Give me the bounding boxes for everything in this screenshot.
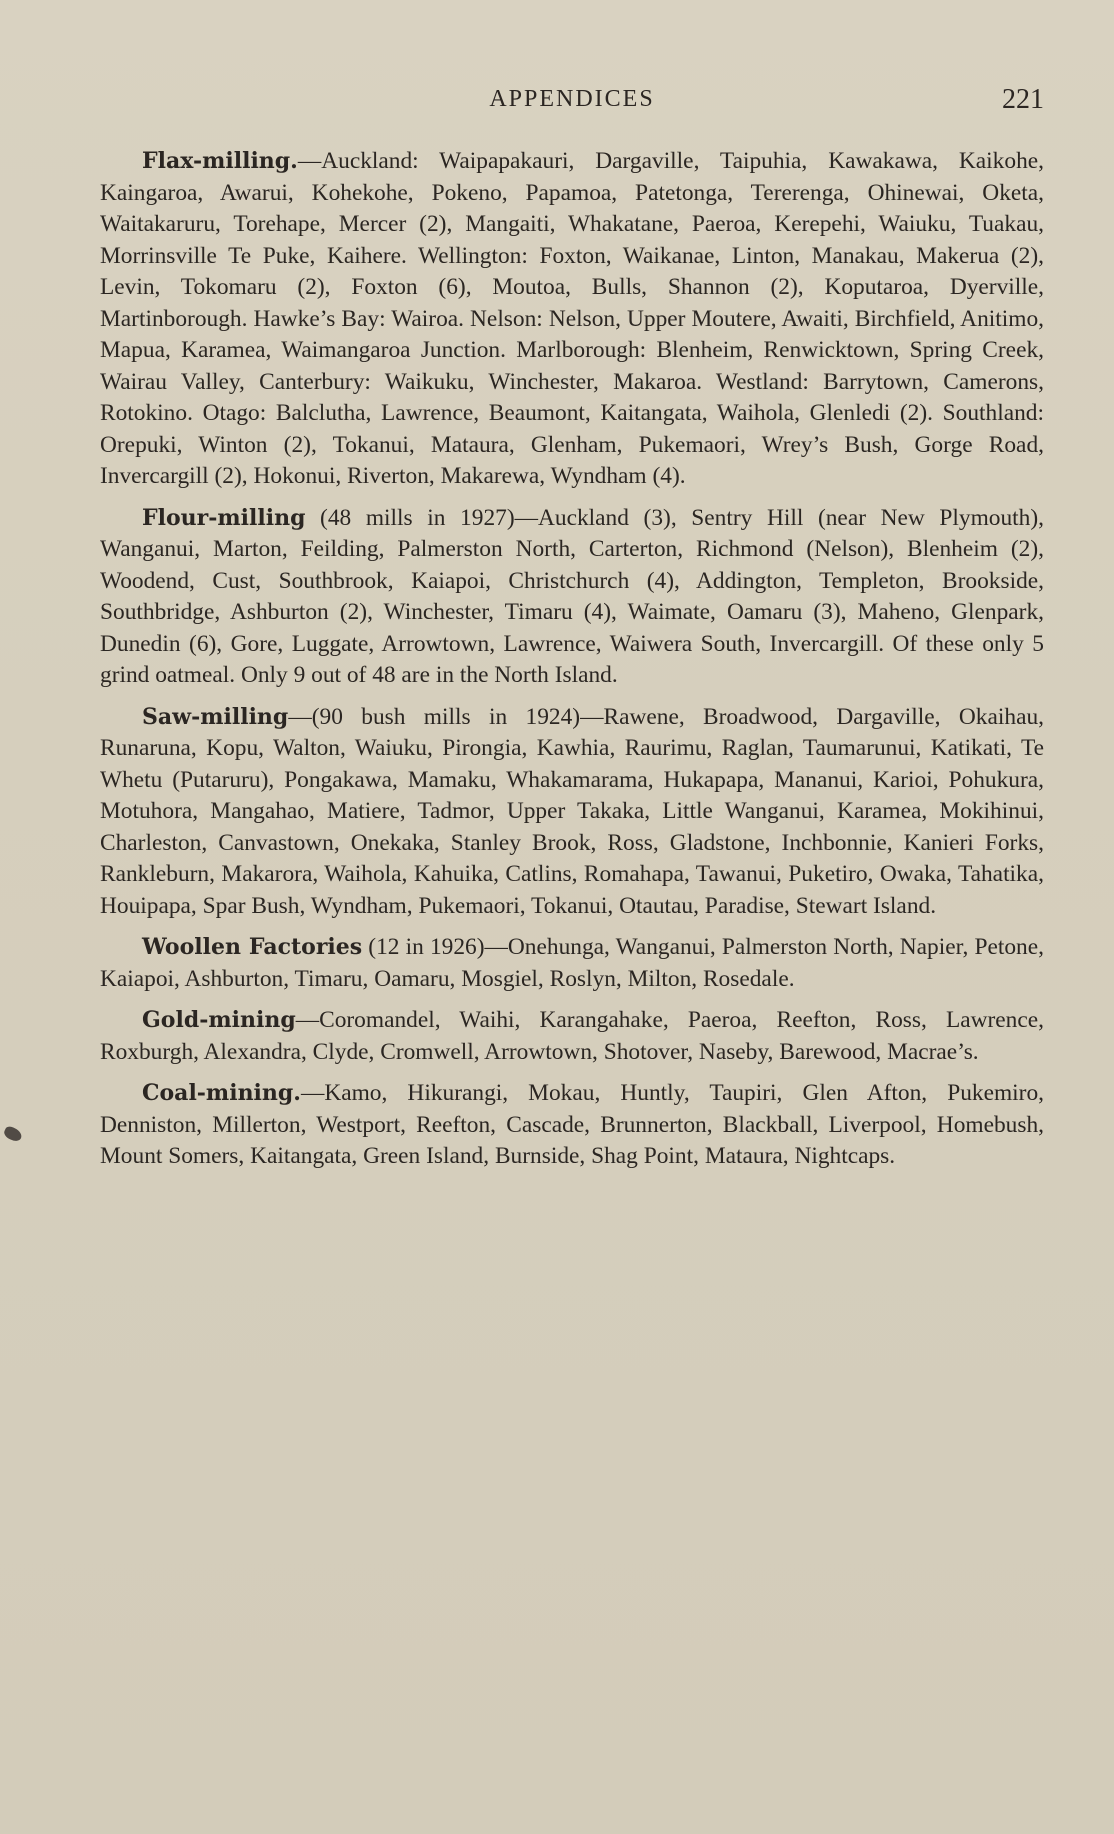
- paragraph-flour-milling: [100, 503, 1044, 692]
- paragraph-heading: Coal-mining.: [142, 1080, 301, 1106]
- paragraph-heading: Saw-milling: [142, 703, 289, 730]
- paragraph-heading: Flour-milling: [142, 504, 306, 531]
- paragraph-text: —Auckland: Waipapakauri, Dargaville, Taipuhia, Kawakawa, Kaikohe, Kaingaroa, Awarui, Kohekohe, Pokeno, Papamoa, Patetonga, Tererenga, Ohinewai, Oketa, Waitakaruru, Torehape, Mercer (2), Mangaiti, Whakatane, Paeroa, Kerepehi, Waiuku, Tuakau, Morrinsville Te Puke, Kaihere. Wellington: Foxton, Waikanae, Linton, Manakau, Makerua (2), Levin, Tokomaru (2), Foxton (6), Moutoa, Bulls, Shannon (2), Koputaroa, Dyerville, Martinborough. Hawke’s Bay: Wairoa. Nelson: Nelson, Upper Moutere, Awaiti, Birchfield, Anitimo, Mapua, Karamea, Waimangaroa Junction. Marlborough: Blenheim, Renwicktown, Spring Creek, Wairau Valley, Canterbury: Waikuku, Winchester, Makaroa. Westland: Barrytown, Camerons, Rotokino. Otago: Balclutha, Lawrence, Beaumont, Kaitangata, Waihola, Glenledi (2). Southland: Orepuki, Winton (2), Tokanui, Mataura, Glenham, Pukemaori, Wrey’s Bush, Gorge Road, Invercargill (2), Hokonui, Riverton, Makarewa, Wyndham (4).: [100, 148, 1044, 489]
- paragraph-saw-milling: [100, 702, 1044, 923]
- paragraph-heading: Gold-mining: [142, 1007, 296, 1033]
- ink-speck: [2, 1125, 23, 1143]
- paragraph-heading: Flax-milling.: [142, 148, 298, 174]
- paragraph-text: (48 mills in 1927)—Auckland (3), Sentry Hill (near New Plymouth), Wanganui, Marton, Feilding, Palmerston North, Carterton, Richmond (Nelson), Blenheim (2), Woodend, Cust, Southbrook, Kaiapoi, Christchurch (4), Addington, Templeton, Brookside, Southbridge, Ashburton (2), Winchester, Timaru (4), Waimate, Oamaru (3), Maheno, Glenpark, Dunedin (6), Gore, Luggate, Arrowtown, Lawrence, Waiwera South, Invercargill. Of these only 5 grind oatmeal. Only 9 out of 48 are in the North Island.: [100, 504, 1044, 688]
- paragraph-coal-mining: [100, 1078, 1044, 1173]
- page-title: APPENDICES: [489, 86, 655, 112]
- paragraph-gold-mining: [100, 1005, 1044, 1068]
- page-body: [100, 146, 1044, 1183]
- running-head: [100, 86, 1044, 122]
- paragraph-text: (12 in 1926)—Onehunga, Wanganui, Palmerston North, Napier, Petone, Kaiapoi, Ashburton, Timaru, Oamaru, Mosgiel, Roslyn, Milton, Rosedale.: [100, 934, 1044, 992]
- paragraph-text: —(90 bush mills in 1924)—Rawene, Broadwood, Dargaville, Okaihau, Runaruna, Kopu, Walton, Waiuku, Pirongia, Kawhia, Raurimu, Raglan, Taumarunui, Katikati, Te Whetu (Putaruru), Pongakawa, Mamaku, Whakamarama, Hukapapa, Mananui, Karioi, Pohukura, Motuhora, Mangahao, Matiere, Tadmor, Upper Takaka, Little Wanganui, Karamea, Mokihinui, Charleston, Canvastown, Onekaka, Stanley Brook, Ross, Gladstone, Inchbonnie, Kanieri Forks, Rankleburn, Makarora, Waihola, Kahuika, Catlins, Romahapa, Tawanui, Puketiro, Owaka, Tahatika, Houipapa, Spar Bush, Wyndham, Pukemaori, Tokanui, Otautau, Paradise, Stewart Island.: [100, 703, 1044, 919]
- paragraph-text: —Kamo, Hikurangi, Mokau, Huntly, Taupiri, Glen Afton, Pukemiro, Denniston, Millerton, Westport, Reefton, Cascade, Brunnerton, Blackball, Liverpool, Homebush, Mount Somers, Kaitangata, Green Island, Burnside, Shag Point, Mataura, Nightcaps.: [100, 1080, 1044, 1169]
- paragraph-heading: Woollen Factories: [142, 934, 363, 960]
- paragraph-woollen-factories: [100, 932, 1044, 995]
- paragraph-text: —Coromandel, Waihi, Karangahake, Paeroa, Reefton, Ross, Lawrence, Roxburgh, Alexandra, Clyde, Cromwell, Arrowtown, Shotover, Naseby, Barewood, Macrae’s.: [100, 1007, 1044, 1065]
- page-number: 221: [1002, 84, 1044, 115]
- paragraph-flax-milling: [100, 146, 1044, 493]
